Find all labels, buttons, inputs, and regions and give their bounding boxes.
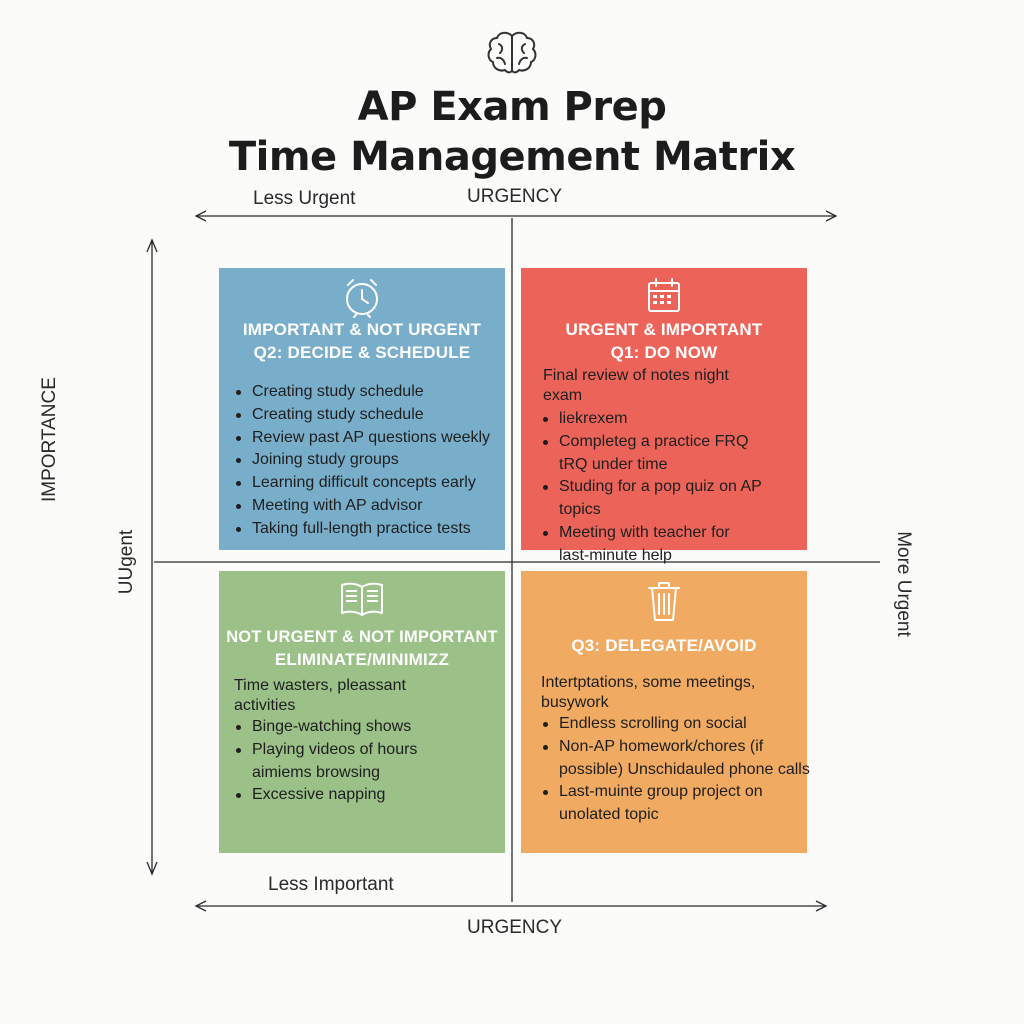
q1-title-line2: Q1: DO NOW (610, 343, 718, 362)
calendar-icon (644, 276, 684, 316)
title-line-2: Time Management Matrix (228, 134, 796, 180)
list-item: Learning difficult concepts early (234, 472, 504, 495)
clock-icon (342, 276, 382, 318)
list-item: Playing videos of hours aimiems browsing (234, 739, 462, 785)
less-important-label: Less Important (268, 874, 394, 895)
q2-title-line1: IMPORTANT & NOT URGENT (242, 320, 482, 339)
list-item: Meeting with AP advisor (234, 495, 504, 518)
list-item: Non-AP homework/chores (if possible) Unschidauled phone calls (541, 736, 814, 782)
list-item: Completeg a practice FRQ tRQ under time (541, 431, 769, 477)
list-item: Studing for a pop quiz on AP topics (541, 476, 806, 522)
list-item: liekrexem (541, 408, 806, 431)
q3-title: Q3: DELEGATE/AVOID (571, 636, 757, 655)
less-urgent-label: Less Urgent (253, 188, 356, 209)
q1-title-line1: URGENT & IMPORTANT (565, 320, 763, 339)
trash-icon (646, 579, 682, 623)
q2-list (234, 381, 504, 541)
q4-title-line2: ELIMINATE/MINIMIZZ (274, 650, 450, 669)
importance-label: IMPORTANCE (39, 377, 60, 502)
list-item: Review past AP questions weekly (234, 427, 504, 450)
list-item: Binge-watching shows (234, 716, 474, 739)
list-item: Endless scrolling on social (541, 713, 806, 736)
q1-list (541, 408, 806, 568)
q4-title-line1: NOT URGENT & NOT IMPORTANT (226, 628, 498, 646)
quadrant-q1 (521, 268, 807, 564)
list-item: Taking full-length practice tests (234, 518, 504, 541)
q3-intro: Intertptations, some meetings, busywork (541, 674, 756, 711)
list-item: Last-muinte group project on unolated topic (541, 781, 814, 827)
q1-intro: Final review of notes night exam (543, 367, 729, 404)
list-item: Excessive napping (234, 784, 474, 807)
title-line-1: AP Exam Prep (357, 84, 667, 130)
q4-intro: Time wasters, pleassant activities (234, 677, 406, 714)
list-item: Creating study schedule (234, 381, 504, 404)
q2-title-line2: Q2: DECIDE & SCHEDULE (253, 343, 471, 362)
book-icon (338, 579, 386, 619)
uugent-label: UUgent (116, 529, 137, 595)
urgency-bottom-label: URGENCY (467, 917, 563, 938)
quadrant-q3 (521, 571, 810, 853)
list-item: Joining study groups (234, 449, 504, 472)
list-item: Meeting with teacher for last-minute help (541, 522, 759, 568)
list-item: Creating study schedule (234, 404, 504, 427)
q3-list (541, 713, 810, 827)
more-urgent-label: More Urgent (893, 531, 914, 637)
quadrant-q4 (219, 571, 505, 853)
quadrant-q2 (219, 268, 505, 550)
q4-list (234, 716, 474, 807)
urgency-top-label: URGENCY (467, 186, 563, 207)
